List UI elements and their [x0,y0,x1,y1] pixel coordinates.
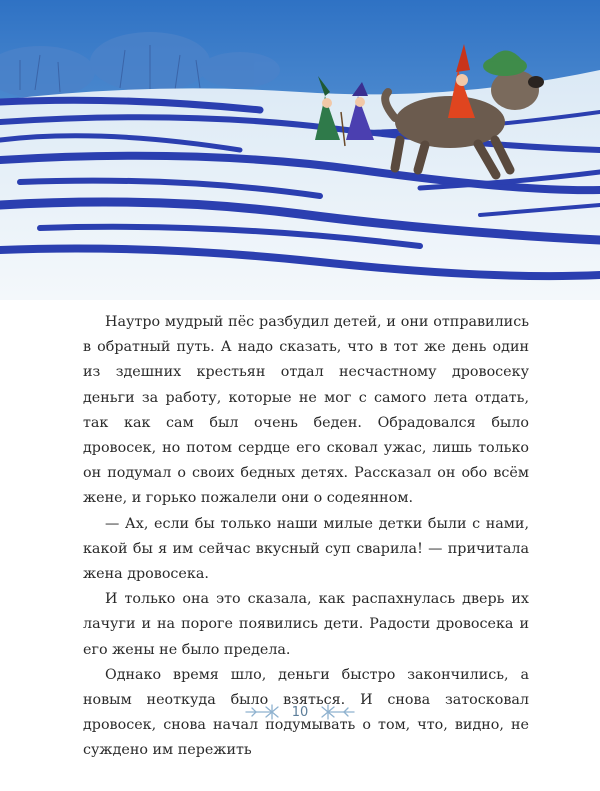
snowflake-ornament-right-icon [314,702,358,722]
page-number: 10 [291,704,309,720]
paragraph: Однако время шло, деньги быстро закончились, а новым неоткуда было взяться. И снова затосковал дровосек, снова начал подумывать о том, что, видно, не суждено им пережить [83,666,529,759]
page-footer [0,697,600,727]
story-text [83,310,529,764]
paragraph: — Ах, если бы только наши милые детки были с нами, какой бы я им сейчас вкусный суп сварила! — причитала жена дровосека. [83,515,529,583]
snowflake-ornament-left-icon [242,702,286,722]
winter-scene-image [0,0,600,300]
paragraph: Наутро мудрый пёс разбудил детей, и они отправились в обратный путь. А надо сказать, что в тот же день один из здешних крестьян отдал несчастному дровосеку деньги за работу, которые не мог с самого лета отдать, так как сам был очень беден. Обрадовался было дровосек, но потом сердце его сковал ужас, лишь только он подумал о своих бедных детях. Рассказал он обо всём жене, и горько пожалели они о содеянном. [83,314,529,507]
paragraph: И только она это сказала, как распахнулась дверь их лачуги и на пороге появились дети. Радости дровосека и его жены не было предела. [83,591,529,658]
winter-illustration [0,0,600,300]
